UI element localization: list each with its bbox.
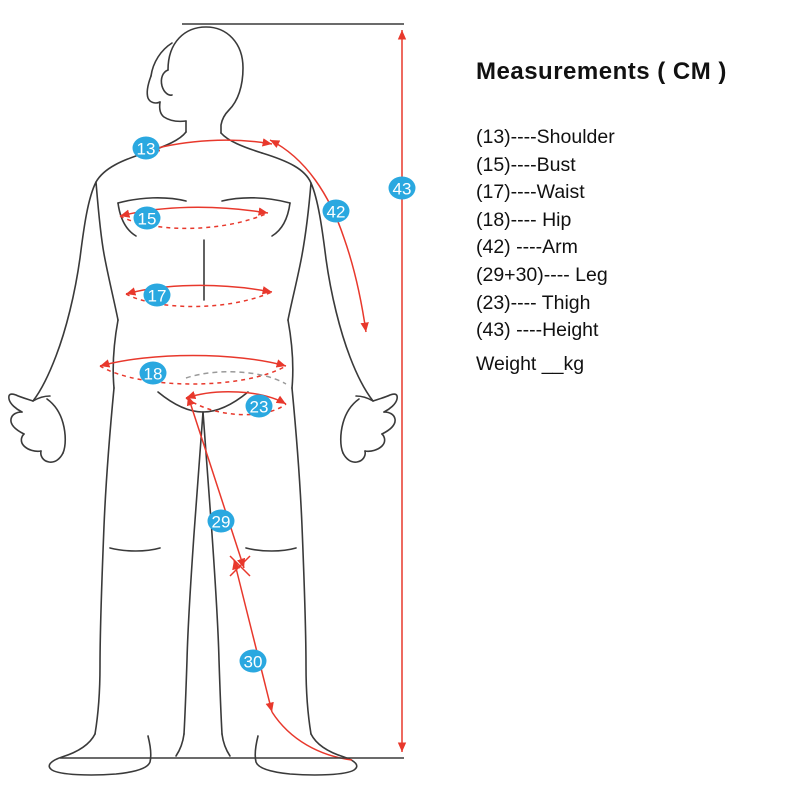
marker-hip[interactable] — [140, 362, 167, 385]
marker-thigh-label: 23 — [249, 397, 269, 417]
marker-thigh[interactable] — [246, 395, 273, 418]
legend-item-bust: (15)----Bust — [476, 153, 576, 176]
legend-item-height: (43) ----Height — [476, 319, 599, 342]
marker-lower-leg-label: 30 — [243, 652, 263, 672]
height-reference-lines — [60, 24, 404, 758]
legend-item-thigh: (23)---- Thigh — [476, 291, 591, 314]
marker-upper-leg-label: 29 — [211, 512, 231, 532]
hip-measure-line — [100, 356, 286, 367]
marker-arm-label: 42 — [326, 202, 346, 222]
marker-arm[interactable] — [323, 200, 350, 223]
marker-height-label: 43 — [392, 179, 412, 199]
legend-item-shoulder: (13)----Shoulder — [476, 126, 615, 148]
marker-upper-leg[interactable] — [208, 510, 235, 533]
lower-leg-measure-line — [234, 560, 272, 712]
marker-lower-leg[interactable] — [240, 650, 267, 673]
thigh-guide-line — [186, 372, 286, 384]
marker-bust-label: 15 — [137, 209, 157, 229]
arm-measure-line — [270, 140, 366, 332]
legend-title: Measurements ( CM ) — [476, 58, 727, 85]
marker-height[interactable] — [389, 177, 416, 200]
legend-item-arm: (42) ----Arm — [476, 236, 578, 259]
legend-list — [476, 124, 786, 376]
shoulder-measure-line — [150, 140, 272, 150]
marker-bust[interactable] — [134, 207, 161, 230]
marker-waist-label: 17 — [147, 286, 167, 306]
legend-item-hip: (18)---- Hip — [476, 208, 572, 231]
marker-hip-label: 18 — [143, 364, 163, 384]
marker-shoulder-label: 13 — [136, 139, 156, 159]
marker-shoulder[interactable] — [133, 137, 160, 160]
legend-item-leg: (29+30)---- Leg — [476, 263, 608, 286]
upper-leg-measure-line — [188, 396, 244, 568]
body-outline — [9, 27, 397, 775]
marker-waist[interactable] — [144, 284, 171, 307]
legend-item-weight: Weight __kg — [476, 352, 585, 375]
legend-panel — [476, 58, 786, 376]
legend-item-waist: (17)----Waist — [476, 181, 585, 204]
